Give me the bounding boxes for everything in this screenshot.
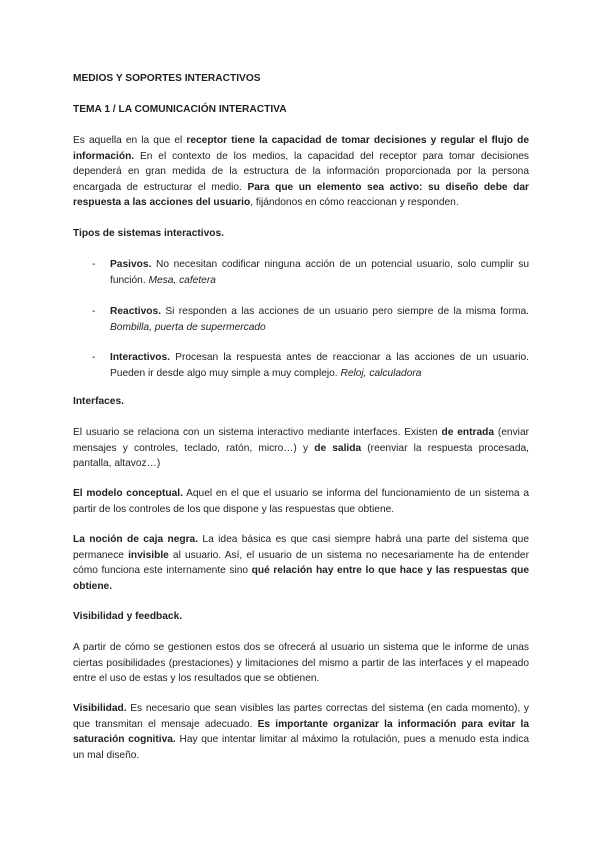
interfaces-bold-2: de salida (314, 442, 362, 454)
intro-text-3: , fijándonos en cómo reaccionan y responden. (250, 197, 459, 209)
visibility-text-2: Hay que intentar limitar al máximo la rotulación, pues a menudo esta indica un mal diseño. (73, 734, 529, 761)
visibility-bold-1: Visibilidad. (73, 703, 127, 714)
model-bold: El modelo conceptual. (73, 488, 183, 499)
model-paragraph (73, 486, 529, 517)
interfaces-text-2: (enviar mensajes y controles, teclado, ratón, micro…) y (73, 427, 529, 454)
list-dash: - (92, 352, 96, 363)
interfaces-text-3: (reenviar la respuesta procesada, pantalla, altavoz…) (73, 442, 530, 470)
list-item-text (110, 350, 529, 381)
blackbox-bold-1: La noción de caja negra. (73, 534, 199, 545)
list-item-name: Reactivos. (110, 306, 161, 317)
list-item-desc: Procesan la respuesta antes de reaccionar a las acciones de un usuario. Pueden ir desde algo muy simple a muy complejo. (110, 352, 529, 379)
intro-text-1: Es aquella en la que el (73, 135, 187, 146)
visibility-paragraph: A partir de cómo se gestionen estos dos se ofrecerá al usuario un sistema que le informe de unas ciertas posibilidades (prestaciones) y limitaciones del mismo a partir de las interfaces y el mapeado entre el uso de estas y los resultados que se obtienen. (73, 642, 529, 685)
model-text: Aquel en el que el usuario se informa del funcionamiento de un sistema a partir de los controles de los que dispone y las respuestas que obtiene. (73, 488, 529, 515)
visibility-heading: Visibilidad y feedback. (73, 611, 183, 622)
list-item-desc: No necesitan codificar ninguna acción de un potencial usuario, solo cumplir su función. (110, 259, 529, 286)
list-item-desc: Si responden a las acciones de un usuario pero siempre de la misma forma. (160, 306, 529, 317)
blackbox-bold-2: invisible (128, 549, 169, 561)
list-item-text (110, 304, 529, 335)
interfaces-paragraph (73, 425, 529, 472)
list-item-example: Mesa, cafetera (148, 274, 216, 286)
document-title: MEDIOS Y SOPORTES INTERACTIVOS (73, 73, 261, 84)
blackbox-paragraph (73, 532, 529, 594)
interfaces-text-1: El usuario se relaciona con un sistema interactivo mediante interfaces. Existen (73, 427, 442, 438)
list-dash: - (92, 306, 96, 317)
list-item-example: Bombilla, puerta de supermercado (110, 321, 266, 333)
interfaces-bold-1: de entrada (441, 427, 495, 438)
blackbox-bold-3: qué relación hay entre lo que hace y las respuestas que obtiene. (73, 565, 529, 592)
list-dash: - (92, 259, 96, 270)
intro-text-2: En el contexto de los medios, la capacidad del receptor para tomar decisiones dependerá en gran medida de la estructura de la información proporcionada por la persona encargada de estructurar el medio. (73, 150, 529, 193)
visibility-bold-2: Es importante organizar la información para evitar la saturación cognitiva. (73, 718, 529, 746)
intro-bold-1: receptor tiene la capacidad de tomar decisiones y regular el flujo de información. (73, 135, 529, 162)
types-heading: Tipos de sistemas interactivos. (73, 228, 224, 239)
blackbox-text-1: La idea básica es que casi siempre habrá una parte del sistema que permanece (73, 534, 529, 561)
list-item-text (110, 257, 529, 288)
intro-bold-2: Para que un elemento sea activo: su diseño debe dar respuesta a las acciones del usuario (73, 181, 530, 209)
intro-paragraph (73, 133, 529, 211)
interfaces-heading: Interfaces. (73, 396, 124, 407)
list-item-name: Pasivos. (110, 259, 152, 270)
list-item-example: Reloj, calculadora (340, 367, 422, 379)
list-item-name: Interactivos. (110, 352, 171, 363)
visibility-text-1: Es necesario que sean visibles las partes correctas del sistema (en cada momento), y que transmitan el mensaje adecuado. (73, 703, 529, 730)
visibility-detail-paragraph (73, 701, 529, 763)
section-title: TEMA 1 / LA COMUNICACIÓN INTERACTIVA (73, 104, 287, 115)
blackbox-text-2: al usuario. Así, el usuario de un sistema no necesariamente ha de entender cómo funciona este internamente sino (73, 549, 529, 577)
